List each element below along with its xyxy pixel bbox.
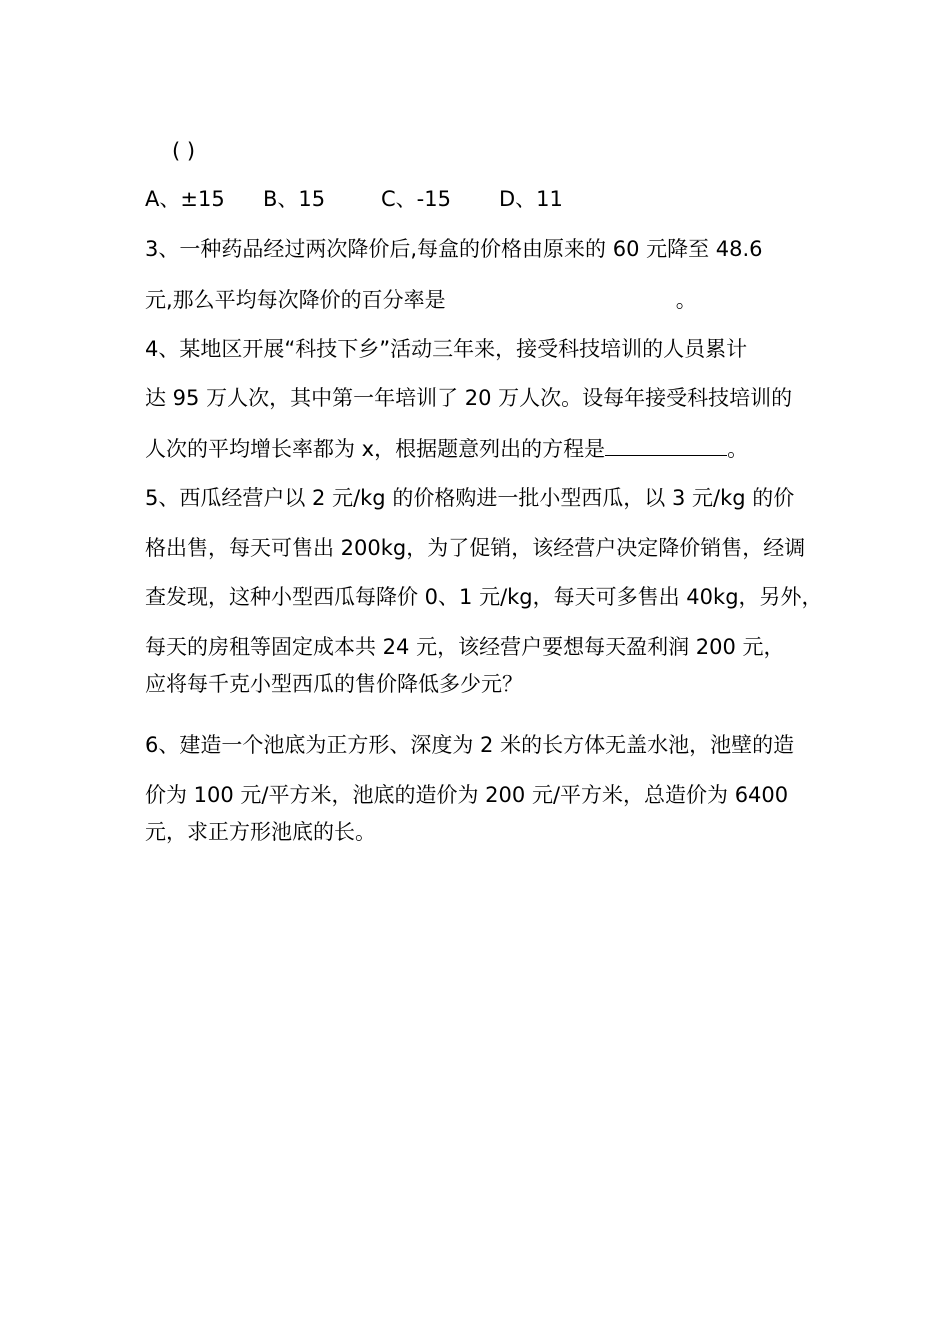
answer-blank-line [605,435,727,456]
question-3-line-2 [145,287,697,313]
answer-bracket: ( ) [172,139,196,163]
question-5-line-4: 每天的房租等固定成本共 24 元，该经营户要想每天盈利润 200 元， [145,635,785,659]
option-a: A、±15 [145,187,225,211]
option-c: C、-15 [381,187,451,211]
question-4-period: 。 [727,437,749,461]
question-4-line-1: 4、某地区开展“科技下乡”活动三年来，接受科技培训的人员累计 [145,337,748,361]
question-5-line-3: 查发现，这种小型西瓜每降价 0、1 元/kg，每天可多售出 40kg，另外， [145,585,823,609]
question-6-line-1: 6、建造一个池底为正方形、深度为 2 米的长方体无盖水池，池壁的造 [145,733,795,757]
question-3-period: 。 [675,288,697,312]
question-6-line-3: 元，求正方形池底的长。 [145,820,376,844]
question-5-line-5: 应将每千克小型西瓜的售价降低多少元？ [145,672,523,696]
options-row [145,186,563,212]
option-b: B、15 [263,187,326,211]
question-4-line-3 [145,435,748,462]
question-4-text: 人次的平均增长率都为 x，根据题意列出的方程是 [145,437,606,461]
question-5-line-1: 5、西瓜经营户以 2 元/kg 的价格购进一批小型西瓜，以 3 元/kg 的价 [145,486,795,510]
question-6-line-2: 价为 100 元/平方米，池底的造价为 200 元/平方米，总造价为 6400 [145,783,789,807]
option-d: D、11 [499,187,563,211]
question-4-line-2: 达 95 万人次，其中第一年培训了 20 万人次。设每年接受科技培训的 [145,386,793,410]
question-3-text: 元,那么平均每次降价的百分率是 [145,288,446,312]
question-5-line-2: 格出售，每天可售出 200kg，为了促销，该经营户决定降价销售，经调 [145,536,806,560]
question-3-line-1: 3、一种药品经过两次降价后,每盒的价格由原来的 60 元降至 48.6 [145,237,763,261]
